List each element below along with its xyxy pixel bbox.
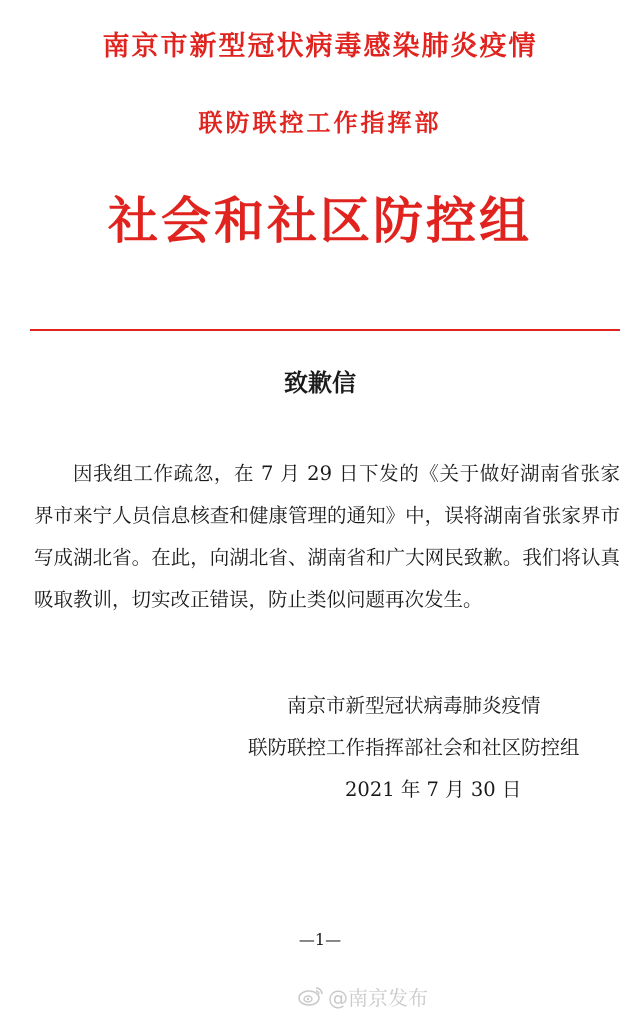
signature-line-1: 南京市新型冠状病毒肺炎疫情 [287,694,541,717]
document-title: 致歉信 [284,369,356,397]
watermark-text: @南京发布 [328,985,428,1010]
document-body: 因我组工作疏忽，在 7 月 29 日下发的《关于做好湖南省张家界市来宁人员信息核查和健康管理的通知》中，误将湖南省张家界市写成湖北省。在此，向湖北省、湖南省和广大网民致歉。我们将认真吸取教训，切实改正错误，防止类似问题再次发生。 [34,462,620,611]
signature-line-2: 联防联控工作指挥部社会和社区防控组 [248,736,580,759]
header-divider [30,329,620,331]
weibo-icon [298,985,324,1007]
watermark [298,982,428,1010]
header-line-3: 社会和社区防控组 [108,192,532,250]
header-line-2: 联防联控工作指挥部 [198,109,442,137]
signature-date: 2021 年 7 月 30 日 [345,778,522,801]
header-line-1: 南京市新型冠状病毒感染肺炎疫情 [102,31,538,62]
page-number: —1— [298,930,342,949]
